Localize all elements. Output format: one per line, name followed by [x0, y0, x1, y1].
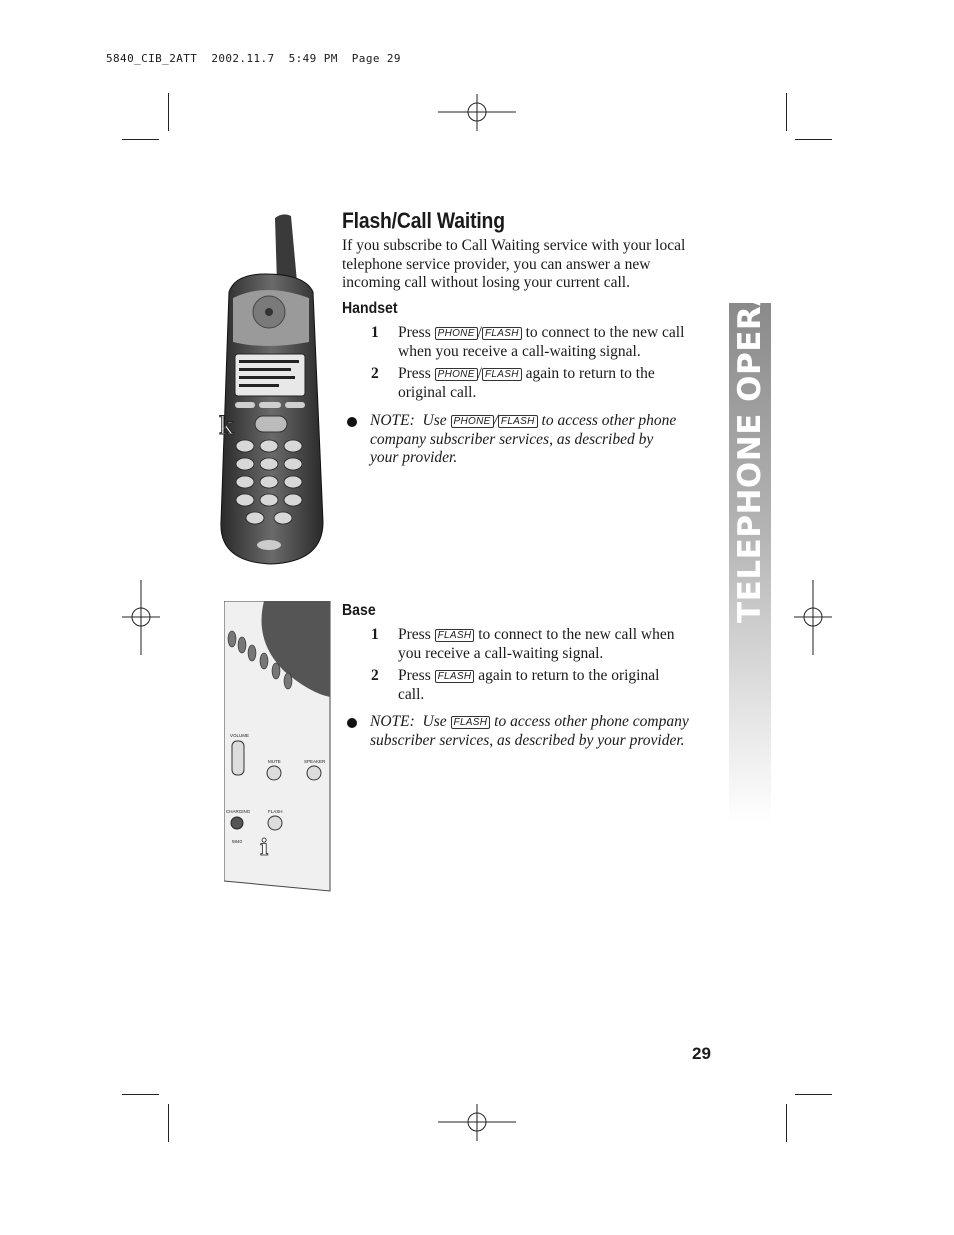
- svg-text:k: k: [219, 412, 234, 440]
- sidebar-label: TELEPHONE OPERATION: [732, 196, 768, 623]
- base-heading: Base: [342, 602, 376, 619]
- base-step-2: 2 Press FLASH again to return to the original call.: [371, 667, 660, 703]
- svg-text:i: i: [260, 835, 269, 861]
- note-bullet-icon: [347, 417, 357, 427]
- print-header: 5840_CIB_2ATT 2002.11.7 5:49 PM Page 29: [106, 52, 401, 65]
- svg-text:CHARGING: CHARGING: [226, 809, 251, 814]
- svg-text:VOLUME: VOLUME: [230, 733, 250, 738]
- base-step-1: 1 Press FLASH to connect to the new call when you receive a call-waiting signal.: [371, 626, 675, 662]
- phone-key-icon: PHONE: [435, 368, 478, 381]
- flash-key-icon: FLASH: [482, 368, 522, 381]
- handset-note: NOTE: Use PHONE / FLASH to access other phone company subscriber services, as described by your provider.: [370, 412, 677, 466]
- page-number: 29: [692, 1044, 711, 1063]
- flash-key-icon: FLASH: [482, 327, 522, 340]
- note-bullet-icon: [347, 718, 357, 728]
- flash-key-icon: FLASH: [498, 415, 538, 428]
- handset-step-2: 2 Press PHONE / FLASH again to return to the original call.: [371, 365, 655, 401]
- base-note: NOTE: Use FLASH to access other phone company subscriber services, as described by your provider.: [370, 713, 689, 749]
- flash-key-icon: FLASH: [451, 716, 491, 729]
- handset-step-1: 1 Press PHONE / FLASH to connect to the new call when you receive a call-waiting signal.: [371, 324, 685, 360]
- svg-text:5840: 5840: [232, 839, 243, 844]
- handset-heading: Handset: [342, 300, 398, 317]
- intro-paragraph: If you subscribe to Call Waiting service with your local telephone service provider, you can answer a new incoming call without losing your current call.: [342, 237, 686, 291]
- section-title: Flash/Call Waiting: [342, 208, 505, 233]
- handset-illustration: [205, 212, 335, 572]
- svg-text:FLASH: FLASH: [268, 809, 283, 814]
- phone-key-icon: PHONE: [451, 415, 494, 428]
- svg-text:SPEAKER: SPEAKER: [304, 759, 326, 764]
- flash-key-icon: FLASH: [435, 670, 475, 683]
- phone-key-icon: PHONE: [435, 327, 478, 340]
- section-sidebar-tab: [729, 196, 771, 823]
- base-illustration: [224, 601, 332, 893]
- svg-text:MUTE: MUTE: [268, 759, 281, 764]
- flash-key-icon: FLASH: [435, 629, 475, 642]
